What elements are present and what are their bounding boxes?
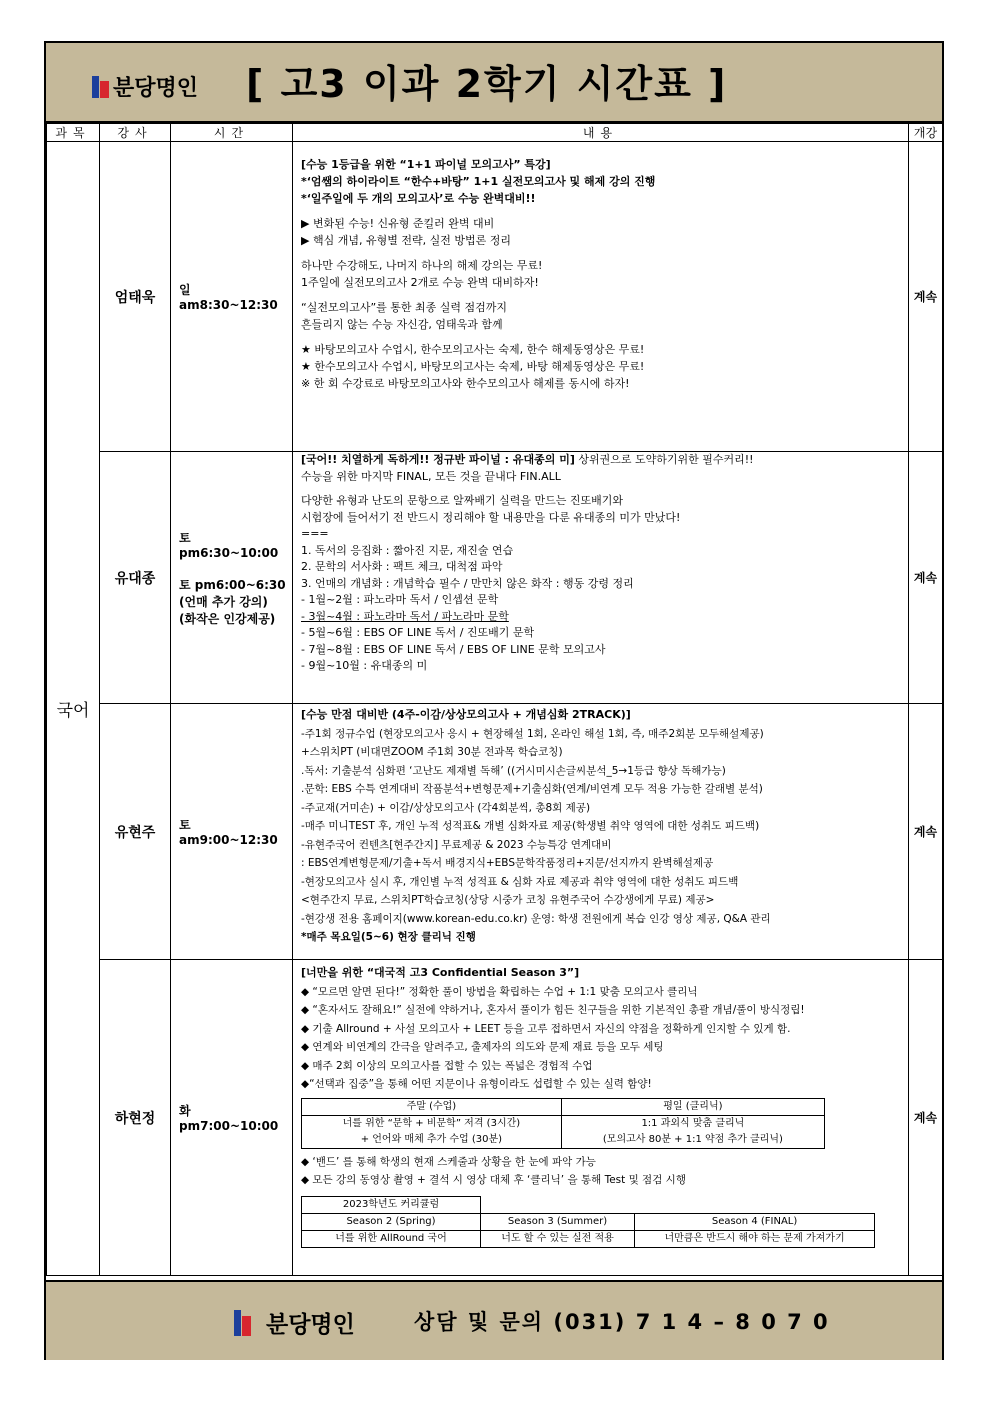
- logo-icon: [234, 1310, 254, 1336]
- time-line: (언매 추가 강의): [179, 594, 268, 609]
- description-line: 2. 문학의 서사화 : 팩트 체크, 대척점 파악: [301, 560, 503, 573]
- class-time: 토 am9:00~12:30: [171, 704, 293, 960]
- description-line: ◆ 모든 강의 동영상 촬영 + 결석 시 영상 대체 후 ‘클리닉’ 을 통해 Test 및 점검 시행: [301, 1174, 686, 1186]
- description-line: .문학: EBS 수특 연계대비 작품분석+변형문제+기출심화(연계/비연계 모두 적용 가능한 갈래별 분석): [301, 783, 763, 795]
- description-line: -주1회 정규수업 (현장모의고사 응시 + 현장해설 1회, 온라인 해설 1회, 즉, 매주2회분 모두해설제공): [301, 727, 764, 740]
- curriculum-table: [301, 1196, 875, 1248]
- schedule-header: 주말 (수업): [302, 1098, 562, 1115]
- description-line: - 1월~2월 : 파노라마 독서 / 인셉션 문학: [301, 593, 499, 606]
- footer-brand: 분당명인: [266, 1312, 355, 1338]
- contact-info: 상담 및 문의 (031) 7 1 4 – 8 0 7 0: [414, 1310, 830, 1334]
- col-teacher: 강사: [100, 124, 171, 142]
- course-description: [293, 704, 909, 960]
- time-line: 토 pm6:30~10:00: [179, 530, 279, 560]
- col-content: 내용: [293, 124, 909, 142]
- page-frame: [44, 41, 944, 1360]
- description-line: -유현주국어 컨텐츠[현주간지] 무료제공 & 2023 수능특강 연계대비: [301, 838, 612, 851]
- schedule-cell: (모의고사 80분 + 1:1 약점 추가 클리닉): [561, 1132, 824, 1149]
- description-line: ◆ 매주 2회 이상의 모의고사를 접할 수 있는 폭넓은 경험적 수업: [301, 1059, 593, 1072]
- course-title: [수능 1등급을 위한 “1+1 파이널 모의고사” 특강]: [301, 158, 551, 171]
- description-line: - 7월~8월 : EBS OF LINE 독서 / EBS OF LINE 문학 모의고사: [301, 642, 606, 656]
- description-line: ★ 한수모의고사 수업시, 바탕모의고사는 숙제, 바탕 해제동영상은 무료!: [301, 360, 645, 373]
- status-badge: 계속: [909, 704, 943, 960]
- header-banner: [46, 43, 942, 123]
- description-line: .독서: 기출분석 심화편 ‘고난도 제재별 독해’ ((거시미시손글씨분석_5→1등급 향상 독해가능): [301, 764, 726, 777]
- time-line: 토 pm6:00~6:30: [179, 577, 286, 592]
- curriculum-season: Season 2 (Spring): [302, 1213, 481, 1230]
- description-line: 흔들리지 않는 수능 자신감, 엄태욱과 함께: [301, 318, 503, 331]
- description-line: 시험장에 들어서기 전 반드시 정리해야 할 내용만을 다룬 유대종의 미가 만났다!: [301, 510, 681, 524]
- curriculum-season: Season 4 (FINAL): [635, 1213, 875, 1230]
- description-line: - 5월~6월 : EBS OF LINE 독서 / 진또배기 문학: [301, 626, 535, 639]
- schedule-header: 평일 (클리닉): [561, 1098, 824, 1115]
- curriculum-label: 2023학년도 커리큘럼: [302, 1196, 481, 1213]
- course-description: [293, 452, 909, 704]
- subject-cell: 국어: [47, 142, 100, 1276]
- class-time: 일 am8:30~12:30: [171, 142, 293, 452]
- schedule-table: [46, 123, 943, 1276]
- description-line: -매주 미니TEST 후, 개인 누적 성적표& 개별 심화자료 제공(학생별 취약 영역에 대한 성취도 피드백): [301, 820, 760, 832]
- col-time: 시간: [171, 124, 293, 142]
- description-line: - 9월~10월 : 유대종의 미: [301, 659, 428, 672]
- description-line: 1주일에 실전모의고사 2개로 수능 완벽 대비하자!: [301, 276, 539, 289]
- description-line: -현강생 전용 홈페이지(www.korean-edu.co.kr) 운영: 학생 전원에게 복습 인강 영상 제공, Q&A 관리: [301, 912, 771, 925]
- footer-logo: [234, 1306, 355, 1339]
- description-line: ▶ 핵심 개념, 유형별 전략, 실전 방법론 정리: [301, 234, 511, 247]
- course-title: [국어!! 치열하게 독하게!! 정규반 파이널 : 유대종의 미]: [301, 453, 575, 466]
- description-line: ◆ ‘밴드’ 를 통해 학생의 현재 스케줄과 상황을 한 눈에 파악 가능: [301, 1155, 596, 1168]
- description-line: ★ 바탕모의고사 수업시, 한수모의고사는 숙제, 한수 해제동영상은 무료!: [301, 343, 645, 356]
- teacher-name: 하현정: [100, 960, 171, 1276]
- table-row: [47, 960, 943, 1276]
- status-badge: 계속: [909, 452, 943, 704]
- course-title: [수능 만점 대비반 (4주-이감/상상모의고사 + 개념심화 2TRACK)]: [301, 708, 631, 721]
- class-schedule-table: [301, 1098, 825, 1149]
- brand-logo: [92, 71, 198, 102]
- description-line: ◆ “모르면 알면 된다!” 정확한 풀이 방법을 확립하는 수업 + 1:1 맞춤 모의고사 클리닉: [301, 985, 698, 998]
- description-line: : EBS연계변형문제/기출+독서 배경지식+EBS문학작품정리+지문/선지까지 완벽해설제공: [301, 857, 714, 869]
- class-time: 화 pm7:00~10:00: [171, 960, 293, 1276]
- description-line: ◆ 연계와 비연계의 간극을 알려주고, 출제자의 의도와 문제 재료 등을 모두 세팅: [301, 1041, 664, 1053]
- curriculum-desc: 너도 할 수 있는 실전 적용: [481, 1230, 635, 1247]
- table-row: [47, 142, 943, 452]
- curriculum-season: Season 3 (Summer): [481, 1213, 635, 1230]
- description-line: *‘일주일에 두 개의 모의고사’로 수능 완벽대비!!: [301, 192, 536, 205]
- course-title: [너만을 위한 “대국적 고3 Confidential Season 3”]: [301, 966, 580, 979]
- schedule-cell: + 언어와 매체 추가 수업 (30분): [302, 1132, 562, 1149]
- description-line: ◆ “혼자서도 잘해요!” 실전에 약하거나, 혼자서 풀이가 힘든 친구들을 위한 기본적인 총괄 개념/풀이 방식정립!: [301, 1004, 805, 1016]
- description-line: ◆“선택과 집중”을 통해 어떤 지문이나 유형이라도 섭렵할 수 있는 실력 함양!: [301, 1078, 652, 1090]
- page-title: [ 고3 이과 2학기 시간표 ]: [246, 62, 728, 106]
- description-line: ===: [301, 527, 329, 540]
- description-line: ※ 한 회 수강료로 바탕모의고사와 한수모의고사 해제를 동시에 하자!: [301, 377, 630, 390]
- table-row: [47, 452, 943, 704]
- col-status: 개강: [909, 124, 943, 142]
- brand-name: 분당명인: [113, 76, 199, 101]
- description-line: -현장모의고사 실시 후, 개인별 누적 성적표 & 심화 자료 제공과 취약 영역에 대한 성취도 피드백: [301, 875, 739, 888]
- description-line: ◆ 기출 Allround + 사설 모의고사 + LEET 등을 고루 접하면서 자신의 약점을 정확하게 인지할 수 있게 함.: [301, 1022, 791, 1035]
- description-line: ▶ 변화된 수능! 신유형 준킬러 완벽 대비: [301, 217, 495, 230]
- course-description: [293, 142, 909, 452]
- teacher-name: 유현주: [100, 704, 171, 960]
- description-line: 다양한 유형과 난도의 문항으로 알짜배기 실력을 만드는 진또배기와: [301, 494, 624, 507]
- curriculum-desc: 너만큼은 반드시 해야 하는 문제 가져가기: [635, 1230, 875, 1247]
- description-line: 상위권으로 도약하기위한 필수커리!!: [574, 453, 754, 466]
- description-line: -주교재(거미손) + 이감/상상모의고사 (각4회분씩, 총8회 제공): [301, 801, 591, 814]
- description-line: “실전모의고사”를 통한 최종 실력 점검까지: [301, 301, 508, 314]
- table-row: [47, 704, 943, 960]
- curriculum-desc: 너를 위한 AllRound 국어: [302, 1230, 481, 1247]
- logo-icon: [92, 76, 109, 98]
- table-header-row: [47, 124, 943, 142]
- footer-banner: [46, 1280, 942, 1360]
- description-line: - 3월~4월 : 파노라마 독서 / 파노라마 문학: [301, 609, 509, 623]
- schedule-cell: 1:1 과외식 맞춤 클리닉: [561, 1115, 824, 1132]
- description-line: *매주 목요일(5~6) 현장 클리닉 진행: [301, 931, 476, 943]
- description-line: 3. 언매의 개념화 : 개념학습 필수 / 만만치 않은 화작 : 행동 강령 정리: [301, 576, 634, 590]
- description-line: 수능을 위한 마지막 FINAL, 모든 것을 끝내다 FIN.ALL: [301, 469, 561, 483]
- description-line: *‘엄쌤의 하이라이트 “한수+바탕” 1+1 실전모의고사 및 해제 강의 진행: [301, 175, 656, 188]
- class-time: [171, 452, 293, 704]
- schedule-cell: 너를 위한 “문학 + 비문학” 저격 (3시간): [302, 1115, 562, 1132]
- status-badge: 계속: [909, 142, 943, 452]
- course-description: [293, 960, 909, 1276]
- description-line: <현주간지 무료, 스위치PT학습코칭(상당 시중가 코칭 유현주국어 수강생에게 무료) 제공>: [301, 894, 715, 906]
- description-line: 1. 독서의 응집화 : 짧아진 지문, 재진술 연습: [301, 543, 514, 557]
- col-subject: 과목: [47, 124, 100, 142]
- status-badge: 계속: [909, 960, 943, 1276]
- description-line: +스위치PT (비대면ZOOM 주1회 30분 전과목 학습코칭): [301, 746, 563, 758]
- teacher-name: 엄태욱: [100, 142, 171, 452]
- time-line: (화작은 인강제공): [179, 611, 276, 626]
- teacher-name: 유대종: [100, 452, 171, 704]
- description-line: 하나만 수강해도, 나머지 하나의 해제 강의는 무료!: [301, 259, 543, 272]
